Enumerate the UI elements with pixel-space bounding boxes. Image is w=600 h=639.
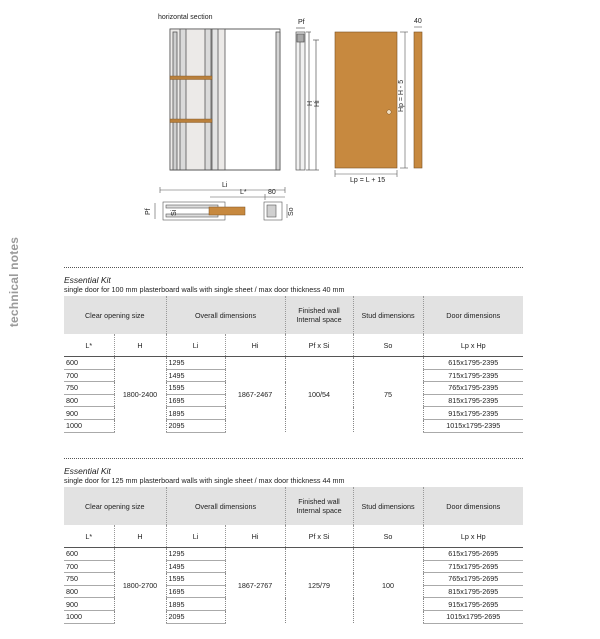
cell-li: 1895 [166,598,225,611]
cell-l: 750 [64,382,114,395]
header-stud: Stud dimensions [353,296,423,334]
cell-door: 715x1795-2695 [423,560,523,573]
cell-l: 800 [64,394,114,407]
dim-h-label: H [307,100,314,106]
dimensions-table [64,487,523,624]
cell-li: 1595 [166,573,225,586]
header-stud: Stud dimensions [353,487,423,525]
table-row [64,548,523,561]
dim-hp-label: Hp = H - 5 [398,79,405,112]
table-section-2 [64,458,523,624]
cell-door: 1015x1795-2395 [423,419,523,432]
dim-hi-label: Hi [314,100,321,107]
cell-hi-merged: 1867-2767 [225,548,285,624]
header-finished-wall [285,487,353,525]
kit-title: Essential Kit [64,275,111,285]
dim-si-label: Si [171,209,178,216]
cell-so-merged: 75 [353,357,423,433]
door-handle [387,110,391,114]
cell-l: 750 [64,573,114,586]
table-row [64,357,523,370]
cell-l: 900 [64,598,114,611]
frame-bar-lower [170,119,212,123]
cell-li: 2095 [166,419,225,432]
cell-l: 1000 [64,419,114,432]
cell-l: 700 [64,560,114,573]
subheader-pfsi: Pf x Si [285,334,353,357]
dim-l-label: L* [240,189,247,196]
cell-li: 1495 [166,560,225,573]
cell-li: 1295 [166,357,225,370]
cell-h-merged: 1800-2400 [114,357,166,433]
cell-li: 2095 [166,610,225,623]
cell-li: 1695 [166,394,225,407]
cell-door: 765x1795-2395 [423,382,523,395]
cell-door: 915x1795-2695 [423,598,523,611]
subheader-l: L* [64,334,114,357]
header-finished-wall-text: Finished wall Internal space [296,497,342,515]
cell-l: 1000 [64,610,114,623]
table-section-1 [64,267,523,433]
cell-l: 600 [64,548,114,561]
subheader-lphp: Lp x Hp [423,334,523,357]
cell-l: 600 [64,357,114,370]
subheader-pfsi: Pf x Si [285,525,353,548]
header-overall: Overall dimensions [166,487,285,525]
cell-hi-merged: 1867-2467 [225,357,285,433]
side-label [6,232,22,332]
section-divider [64,458,523,459]
door-edge [414,32,422,168]
kit-subtitle: single door for 125 mm plasterboard walls with single sheet / max door thickness 44 mm [64,476,345,485]
cell-l: 900 [64,407,114,420]
dim-pf2-label: Pf [145,208,152,215]
cell-pfsi-merged: 125/79 [285,548,353,624]
technical-drawing [0,0,600,240]
subheader-h: H [114,525,166,548]
cell-li: 1695 [166,585,225,598]
header-clear-opening: Clear opening size [64,296,166,334]
subheader-h: H [114,334,166,357]
cell-l: 800 [64,585,114,598]
header-door: Door dimensions [423,487,523,525]
cell-door: 615x1795-2695 [423,548,523,561]
side-label-text: technical notes [7,236,21,328]
section-divider [64,267,523,268]
cell-so-merged: 100 [353,548,423,624]
cell-h-merged: 1800-2700 [114,548,166,624]
header-door: Door dimensions [423,296,523,334]
dim-80-label: 80 [268,189,276,196]
cell-door: 815x1795-2695 [423,585,523,598]
cell-door: 615x1795-2395 [423,357,523,370]
side-profile [296,28,319,170]
dim-so-label: So [288,207,295,216]
door-section-slab [209,207,245,215]
frame-bar-upper [170,76,212,80]
kit-title: Essential Kit [64,466,111,476]
subheader-hi: Hi [225,525,285,548]
header-finished-wall [285,296,353,334]
cell-door: 815x1795-2395 [423,394,523,407]
dim-li-label: Li [222,182,228,189]
cell-li: 1895 [166,407,225,420]
dim-pf-label: Pf [298,19,305,26]
subheader-so: So [353,334,423,357]
subheader-li: Li [166,334,225,357]
horizontal-section-label: horizontal section [158,14,213,21]
kit-subtitle: single door for 100 mm plasterboard walls with single sheet / max door thickness 40 mm [64,285,345,294]
door-panel [335,32,397,168]
subheader-hi: Hi [225,334,285,357]
cell-li: 1495 [166,369,225,382]
cell-l: 700 [64,369,114,382]
subheader-l: L* [64,525,114,548]
subheader-li: Li [166,525,225,548]
cell-pfsi-merged: 100/54 [285,357,353,433]
header-overall: Overall dimensions [166,296,285,334]
cell-li: 1595 [166,382,225,395]
dim-40-label: 40 [414,18,422,25]
dim-lp-label: Lp = L + 15 [350,177,386,184]
subheader-lphp: Lp x Hp [423,525,523,548]
cell-door: 915x1795-2395 [423,407,523,420]
cell-li: 1295 [166,548,225,561]
header-clear-opening: Clear opening size [64,487,166,525]
header-finished-wall-text: Finished wall Internal space [296,306,342,324]
cell-door: 715x1795-2395 [423,369,523,382]
cell-door: 1015x1795-2695 [423,610,523,623]
frame-front-view [170,29,280,170]
dimensions-table [64,296,523,433]
cell-door: 765x1795-2695 [423,573,523,586]
subheader-so: So [353,525,423,548]
